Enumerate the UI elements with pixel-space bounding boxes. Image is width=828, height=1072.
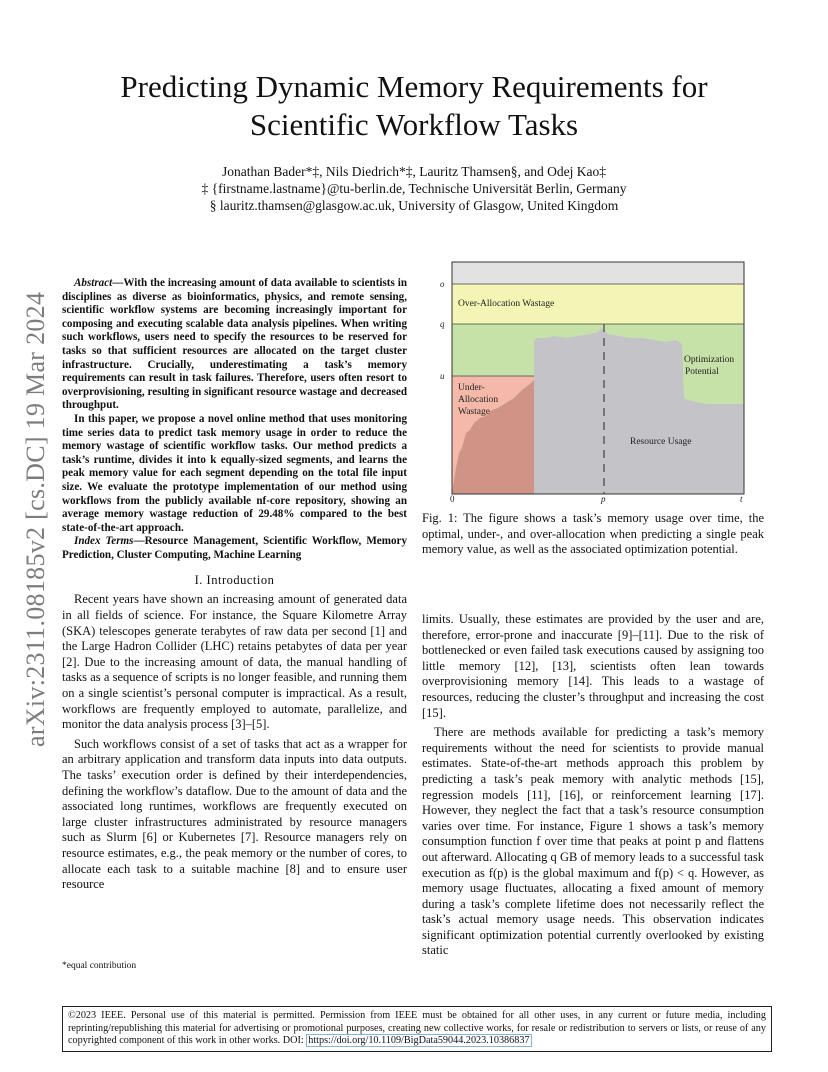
fig-tick-u: u — [440, 371, 445, 381]
index-terms-label: Index Terms — [74, 535, 134, 548]
author-names: Jonathan Bader*‡, Nils Diedrich*‡, Lauritz Thamsen§, and Odej Kao‡ — [221, 164, 607, 179]
affiliation-tu-berlin: ‡ {firstname.lastname}@tu-berlin.de, Technische Universität Berlin, Germany — [201, 181, 627, 196]
abstract-p2: In this paper, we propose a novel online method that uses monitoring time series data to predict task memory usage in order to reduce the memory wastage of scientific workflow tasks. Our method predicts a task’s runtime, divides it into k equally-sized segments, and learns the peak memory value for each segment depending on the total file input size. We evaluate the prototype implementation of our method using workflows from the publicly available nf-core repository, showing an average memory wastage reduction of 29.48% compared to the best state-of-the-art approach. — [62, 412, 407, 534]
abstract-text-1: —With the increasing amount of data available to scientists in disciplines as diverse as bioinformatics, physics, and remote sensing, scientific workflow systems are becoming increasingly important for composing and executing scalable data analysis pipelines. When writing such workflows, users need to specify the resources to be reserved for tasks so that sufficient resources are allocated on the target cluster infrastructure. Crucially, underestimating a task’s memory requirements can result in task failures. Therefore, users often resort to overprovisioning, resulting in significant resource wastage and decreased throughput. — [62, 277, 407, 412]
fig-top-band — [452, 262, 744, 284]
index-terms-text: —Resource Management, Scientific Workflow, Memory Prediction, Cluster Computing, Machine Learning — [62, 535, 407, 561]
arxiv-stamp: arXiv:2311.08185v2 [cs.DC] 19 Mar 2024 — [21, 291, 50, 747]
affiliation-glasgow: § lauritz.thamsen@glasgow.ac.uk, University of Glasgow, United Kingdom — [209, 198, 619, 213]
fig-label-opt-2: Potential — [685, 367, 719, 377]
right-paragraph-1: limits. Usually, these estimates are provided by the user and are, therefore, error-prone and inaccurate [9]–[11]. Due to the risk of bottlenecked or even failed task executions caused by assigning too little memory [12], [13], scientists often lean towards overprovisioning memory [14]. This leads to a wastage of resources, reducing the cluster’s throughput and increasing the cost [15]. — [422, 612, 764, 720]
intro-paragraph-1: Recent years have shown an increasing amount of generated data in all fields of science. For instance, the Square Kilometre Array (SKA) telescopes generate terabytes of raw data per second [1] and the Large Hadron Collider (LHC) retains petabytes of data per year [2]. Due to the increasing amount of data, the manual handling of tasks as a sequence of scripts is no longer feasible, and running them on a single scientist’s personal computer is impractical. As a result, workflows are frequently employed to automate, parallelize, and monitor the data analysis process [3]–[5]. — [62, 592, 407, 732]
fig-tick-t: t — [740, 494, 743, 504]
fig-label-under-1: Under- — [458, 383, 485, 393]
left-column — [62, 277, 407, 893]
fig-label-under-2: Allocation — [458, 395, 499, 405]
fig-tick-q: q — [440, 319, 445, 329]
index-terms — [62, 535, 407, 562]
abstract-label: Abstract — [74, 277, 113, 289]
copyright-notice — [62, 1006, 772, 1052]
fig-tick-0: 0 — [450, 494, 455, 504]
right-column — [422, 612, 764, 959]
doi-link[interactable]: https://doi.org/10.1109/BigData59044.2023.10386837 — [308, 1035, 530, 1047]
author-block — [60, 163, 768, 214]
fig-label-opt-1: Optimization — [684, 355, 735, 365]
paper-title: Predicting Dynamic Memory Requirements for Scientific Workflow Tasks — [120, 69, 708, 142]
copyright-text: ©2023 IEEE. Personal use of this material is permitted. Permission from IEEE must be obtained for all other uses, in any current or future media, including reprinting/republishing this material for advertising or promotional purposes, creating new collective works, for resale or redistribution to servers or lists, or reuse of any copyrighted component of this work in other works. DOI: — [68, 1010, 766, 1047]
figure-caption: Fig. 1: The figure shows a task’s memory usage over time, the optimal, under-, and over-allocation when predicting a single peak memory value, as well as the associated optimization potential. — [422, 511, 764, 557]
section-heading-introduction: I. Introduction — [194, 573, 275, 588]
intro-paragraph-2: Such workflows consist of a set of tasks that act as a wrapper for an arbitrary application and transform data inputs into data outputs. The tasks’ execution order is defined by their interdependencies, defining the workflow’s dataflow. Due to the amount of data and the associated long runtimes, workflows are frequently executed on large cluster infrastructures administrated by resource managers such as Slurm [6] or Kubernetes [7]. Resource managers rely on resource estimates, e.g., the peak memory or the number of cores, to allocate each task to a suitable machine [8] and to ensure user resource — [62, 736, 407, 892]
fig-label-under-3: Wastage — [458, 407, 490, 417]
fig-label-overalloc: Over-Allocation Wastage — [458, 299, 555, 309]
right-paragraph-2: There are methods available for predicting a task’s memory requirements without the need for scientists to provide manual estimates. State-of-the-art methods approach this problem by predicting a task’s peak memory with analytic methods [15], regression models [11], [16], or reinforcement learning [17]. However, they neglect the fact that a task’s resource consumption varies over time. For instance, Figure 1 shows a task’s memory consumption function f over time that peaks at point p and flattens out afterward. Allocating q GB of memory leads to a successful task execution as f(p) is the global maximum and f(p) < q. However, as memory usage fluctuates, allocating a fixed amount of memory during a task’s complete lifetime does not necessarily reflect the task’s actual memory usage needs. This observation indicates significant optimization potential currently overlooked by existing static — [422, 725, 764, 958]
fig-tick-p: p — [601, 494, 606, 504]
fig-label-usage: Resource Usage — [630, 437, 692, 447]
footnote-equal-contribution: *equal contribution — [62, 961, 137, 971]
abstract-p1 — [62, 277, 407, 413]
figure-memory-usage — [426, 258, 766, 508]
fig-tick-o: o — [440, 279, 445, 289]
